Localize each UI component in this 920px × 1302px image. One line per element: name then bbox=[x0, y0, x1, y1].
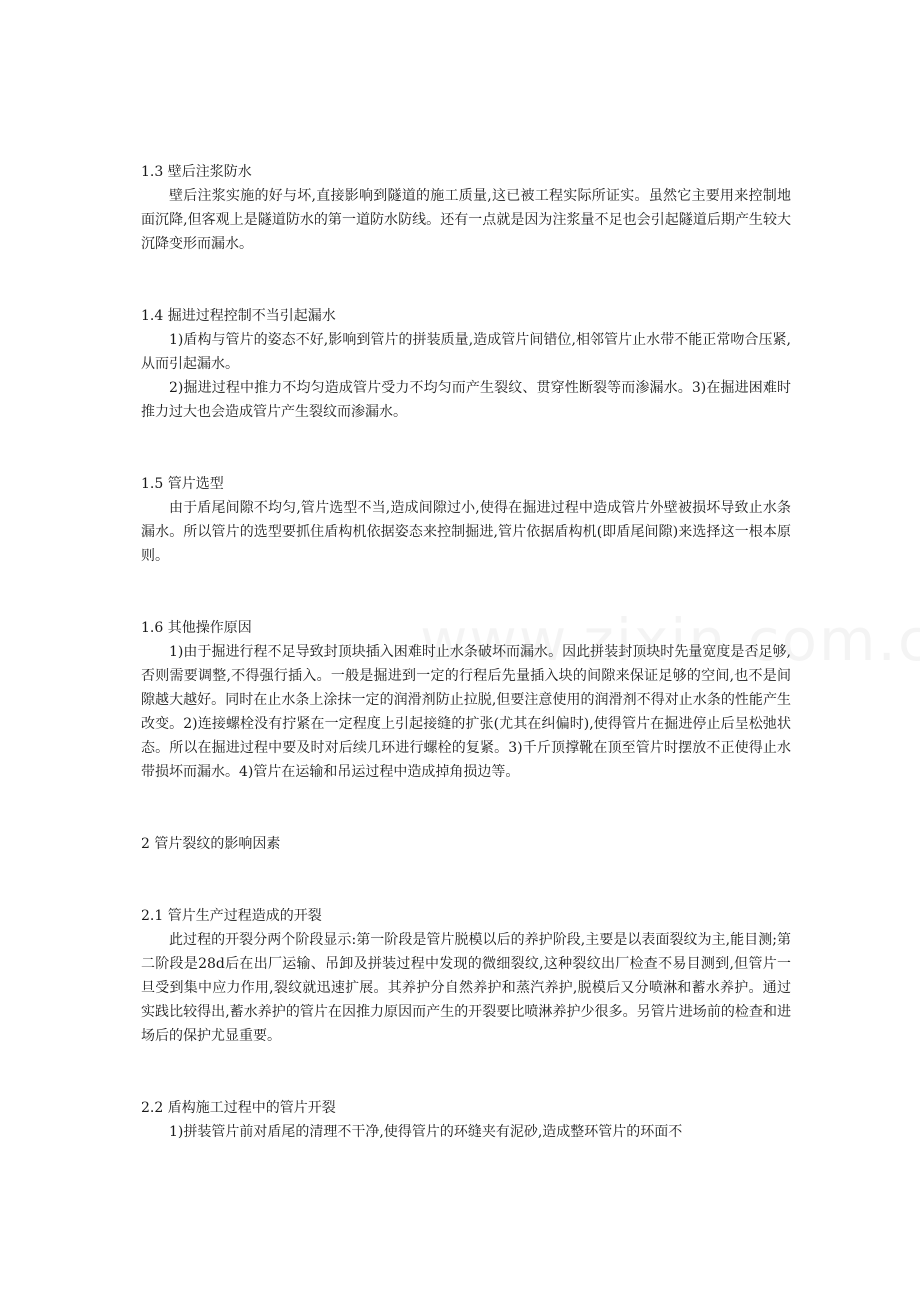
paragraph: 壁后注浆实施的好与坏,直接影响到隧道的施工质量,这已被工程实际所证实。虽然它主要用来控制地面沉降,但客观上是隧道防水的第一道防水防线。还有一点就是因为注浆量不足也会引起隧道后期产生较大沉降变形而漏水。 bbox=[141, 188, 791, 252]
section-heading: 1.6 其他操作原因 bbox=[141, 620, 252, 636]
section-2-2 bbox=[141, 1096, 791, 1144]
section-heading: 1.5 管片选型 bbox=[141, 476, 224, 492]
paragraph: 2)掘进过程中推力不均匀造成管片受力不均匀而产生裂纹、贯穿性断裂等而渗漏水。3)在掘进困难时推力过大也会造成管片产生裂纹而渗漏水。 bbox=[141, 380, 791, 420]
section-1-6 bbox=[141, 616, 791, 784]
section-heading: 1.3 壁后注浆防水 bbox=[141, 164, 252, 180]
paragraph: 1)盾构与管片的姿态不好,影响到管片的拼装质量,造成管片间错位,相邻管片止水带不能正常吻合压紧,从而引起漏水。 bbox=[141, 332, 791, 372]
paragraph: 此过程的开裂分两个阶段显示:第一阶段是管片脱模以后的养护阶段,主要是以表面裂纹为主,能目测;第二阶段是28d后在出厂运输、吊卸及拼装过程中发现的微细裂纹,这种裂纹出厂检查不易目测到,但管片一旦受到集中应力作用,裂纹就迅速扩展。其养护分自然养护和蒸汽养护,脱模后又分喷淋和蓄水养护。通过实践比较得出,蓄水养护的管片在因推力原因而产生的开裂要比喷淋养护少很多。另管片进场前的检查和进场后的保护尤显重要。 bbox=[141, 932, 791, 1044]
paragraph: 1)由于掘进行程不足导致封顶块插入困难时止水条破坏而漏水。因此拼装封顶块时先量宽度是否足够,否则需要调整,不得强行插入。一般是掘进到一定的行程后先量插入块的间隙来保证足够的空间,也不是间隙越大越好。同时在止水条上涂抹一定的润滑剂防止拉脱,但要注意使用的润滑剂不得对止水条的性能产生改变。2)连接螺栓没有拧紧在一定程度上引起接缝的扩张(尤其在纠偏时),使得管片在掘进停止后呈松弛状态。所以在掘进过程中要及时对后续几环进行螺栓的复紧。3)千斤顶撑靴在顶至管片时摆放不正使得止水带损坏而漏水。4)管片在运输和吊运过程中造成掉角损边等。 bbox=[141, 644, 791, 780]
section-1-5 bbox=[141, 472, 791, 568]
chapter-heading: 2 管片裂纹的影响因素 bbox=[141, 836, 281, 852]
paragraph: 1)拼装管片前对盾尾的清理不干净,使得管片的环缝夹有泥砂,造成整环管片的环面不 bbox=[169, 1124, 683, 1140]
document-body bbox=[141, 160, 791, 1144]
section-2-1 bbox=[141, 904, 791, 1048]
section-1-3 bbox=[141, 160, 791, 256]
section-heading: 2.2 盾构施工过程中的管片开裂 bbox=[141, 1100, 336, 1116]
section-heading: 2.1 管片生产过程造成的开裂 bbox=[141, 908, 322, 924]
section-2 bbox=[141, 832, 791, 856]
section-1-4 bbox=[141, 304, 791, 424]
paragraph: 由于盾尾间隙不均匀,管片选型不当,造成间隙过小,使得在掘进过程中造成管片外壁被损坏导致止水条漏水。所以管片的选型要抓住盾构机依据姿态来控制掘进,管片依据盾构机(即盾尾间隙)来选择这一根本原则。 bbox=[141, 500, 791, 564]
section-heading: 1.4 掘进过程控制不当引起漏水 bbox=[141, 308, 336, 324]
